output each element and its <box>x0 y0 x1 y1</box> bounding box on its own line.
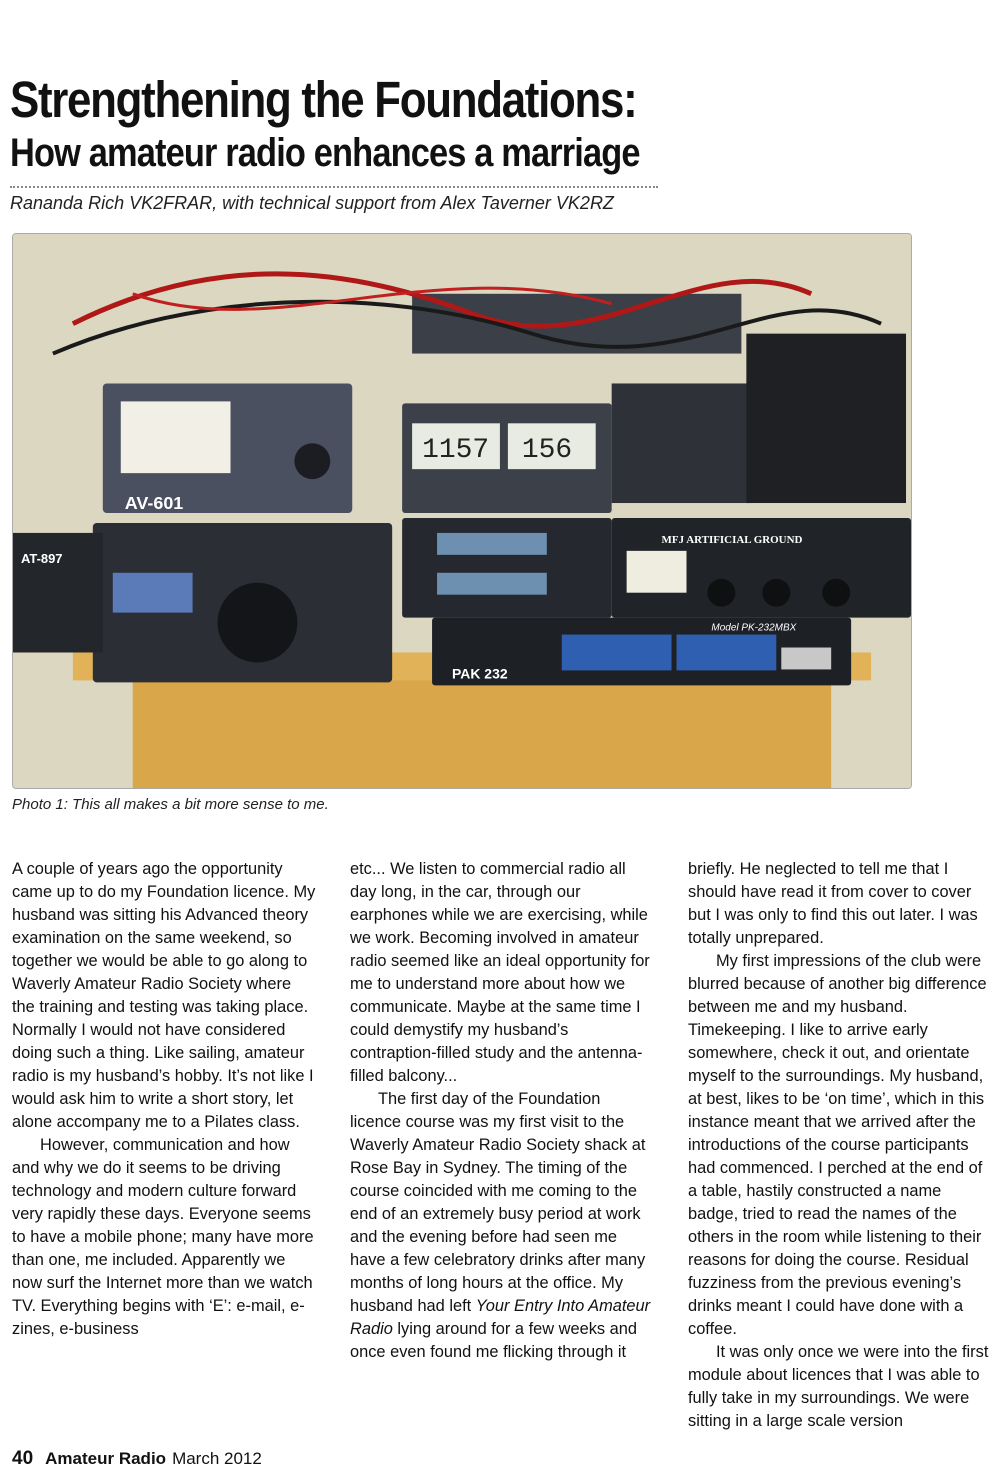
photo-radio-equipment <box>12 233 912 789</box>
freq-display-right: 156 <box>521 435 573 467</box>
body-text: lying around for a few weeks and once even found me flicking through it <box>350 1320 638 1361</box>
tnc-label: PAK 232 <box>452 665 508 682</box>
book-title: Your Entry Into Amateur Radio <box>350 1297 651 1338</box>
page-number: 40 <box>12 1448 34 1469</box>
body-paragraph: My first impressions of the club were blurred because of another big difference between me and my husband. Timekeeping. I like to arrive early somewhere, check it out, and orientate myself to the surroundings. My husband, at best, likes to be ‘on time’, which in this instance meant that we arrived after the introductions of the course participants had commenced. I perched at the end of a table, hastily constructed a name badge, tried to read the names of the others in the room while listening to their reasons for doing the course. Residual fuzziness from the previous evening’s drinks meant I could have done with a coffee. <box>688 952 987 1338</box>
body-column-3 <box>688 858 993 1433</box>
body-paragraph: However, communication and how and why we do it seems to be driving technology and modern culture forward very rapidly these days. Everyone seems to have a mobile phone; many have more than one, me included. Apparently we now surf the Internet more than we watch TV. Everything begins with ‘E’: e-mail, e-zines, e-business <box>12 1136 314 1338</box>
article-subtitle: How amateur radio enhances a marriage <box>10 131 640 175</box>
body-paragraph: A couple of years ago the opportunity came up to do my Foundation licence. My husband was sitting his Advanced theory examination on the same weekend, so together we would be able to go along to Waverly Amateur Radio Society where the training and testing was taking place. Normally I would not have considered doing such a thing. Like sailing, amateur radio is my husband’s hobby. It’s not like I would ask him to write a short story, let alone accompany me to a Pilates class. <box>12 860 316 1131</box>
swr-meter-label: AV-601 <box>124 493 184 514</box>
article-byline: Rananda Rich VK2FRAR, with technical support from Alex Taverner VK2RZ <box>10 193 614 213</box>
artificial-ground-label: MFJ ARTIFICIAL GROUND <box>661 533 803 546</box>
title-divider <box>10 186 658 188</box>
issue-date: March 2012 <box>172 1449 262 1468</box>
tuner-label: AT-897 <box>20 550 63 566</box>
article-title: Strengthening the Foundations: <box>10 71 637 128</box>
body-paragraph <box>350 1088 655 1364</box>
freq-display-left: 1157 <box>422 435 490 467</box>
page-footer <box>12 1448 262 1470</box>
body-paragraph: briefly. He neglected to tell me that I should have read it from cover to cover but I was only to find this out later. I was totally unprepared. <box>688 860 978 947</box>
tnc-model-label: Model PK-232MBX <box>711 622 797 634</box>
body-paragraph: etc... We listen to commercial radio all day long, in the car, through our earphones while we are exercising, while we work. Becoming involved in amateur radio seemed like an ideal opportunity for me to understand more about how we communicate. Maybe at the same time I could demystify my husband’s contraption-filled study and the antenna-filled balcony... <box>350 860 650 1085</box>
body-paragraph: It was only once we were into the first module about licences that I was able to fully take in my surroundings. We were sitting in a large scale version <box>688 1343 989 1430</box>
body-column-1 <box>12 858 317 1341</box>
radio-stack-illustration <box>13 234 911 788</box>
body-column-2 <box>350 858 655 1364</box>
photo-caption: Photo 1: This all makes a bit more sense to me. <box>12 796 329 813</box>
magazine-name: Amateur Radio <box>45 1449 167 1468</box>
body-text: The first day of the Foundation licence course was my first visit to the Waverly Amateur Radio Society shack at Rose Bay in Sydney. The timing of the course coincided with me coming to the end of an extremely busy period at work and the evening before had seen me have a few celebratory drinks after many months of long hours at the office. My husband had left <box>350 1090 646 1315</box>
